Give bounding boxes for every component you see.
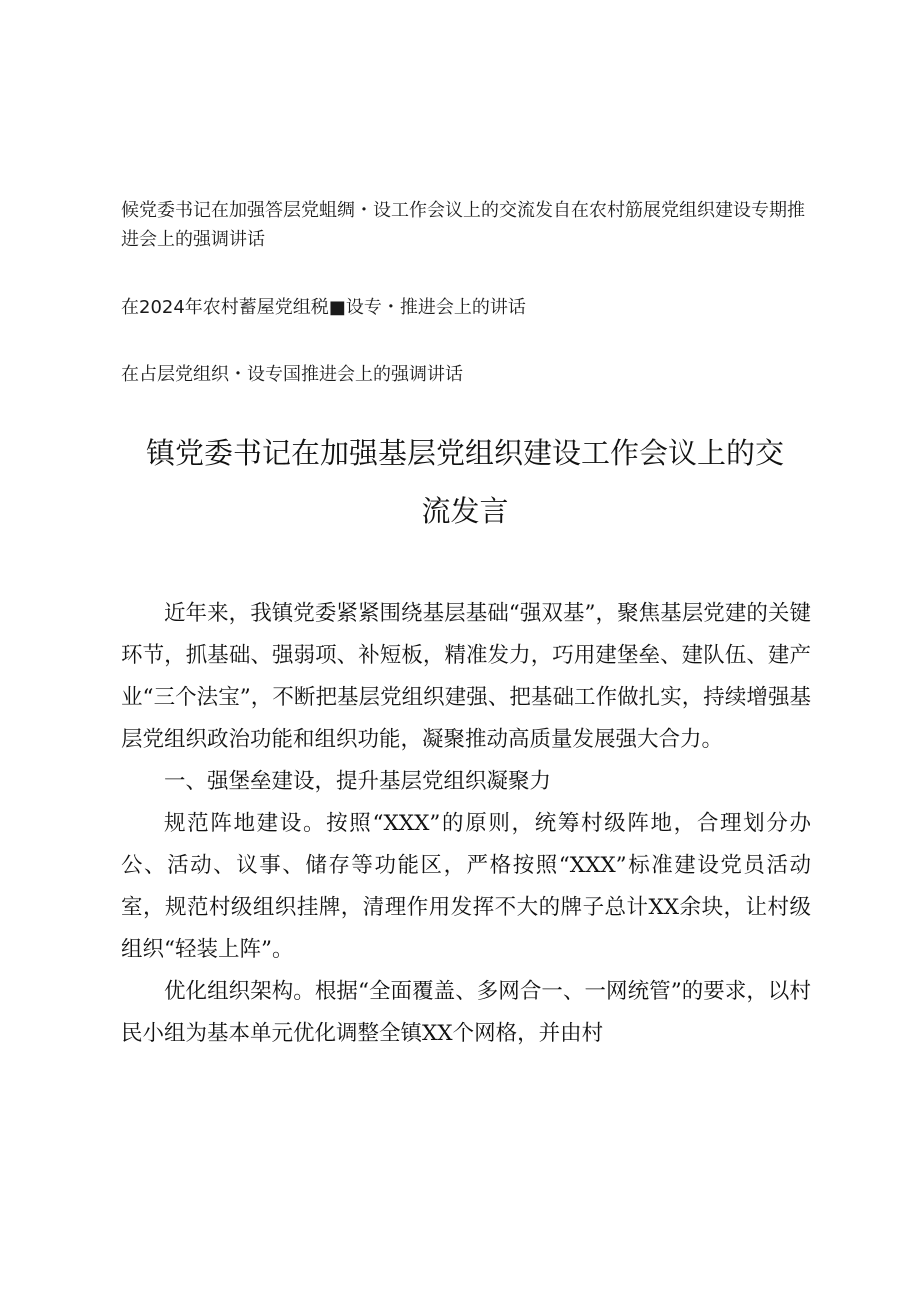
section-heading: 一、强堡垒建设，提升基层党组织凝聚力	[164, 769, 552, 794]
toc-entry[interactable]: 在占层党组织・设专国推进会上的强调讲话	[121, 364, 463, 385]
body-paragraph: 规范阵地建设。按照“XXX”的原则，统筹村级阵地，合理划分办公、活动、议事、储存等功能区，严格按照“XXX”标准建设党员活动室，规范村级组织挂牌，清理作用发挥不大的牌子总计XX余块，让村级组织“轻装上阵”。	[121, 811, 811, 962]
document-title: 镇党委书记在加强基层党组织建设工作会议上的交流发言	[145, 436, 784, 528]
toc-entry[interactable]: 在2024年农村蓄屋党组税■设专・推进会上的讲话	[121, 297, 526, 318]
document-body	[121, 593, 811, 1055]
body-paragraph: 优化组织架构。根据“全面覆盖、多网合一、一网统管”的要求，以村民小组为基本单元优化调整全镇XX个网格，并由村	[121, 979, 811, 1046]
toc-entry[interactable]: 候党委书记在加强答层党蛆绸・设工作会议上的交流发自在农村筋展党组织建设专期推进会上的强调讲话	[121, 200, 805, 250]
body-paragraph: 近年来，我镇党委紧紧围绕基层基础“强双基”，聚焦基层党建的关键环节，抓基础、强弱项、补短板，精准发力，巧用建堡垒、建队伍、建产业“三个法宝”，不断把基层党组织建强、把基础工作做扎实，持续增强基层党组织政治功能和组织功能，凝聚推动高质量发展强大合力。	[121, 601, 811, 752]
